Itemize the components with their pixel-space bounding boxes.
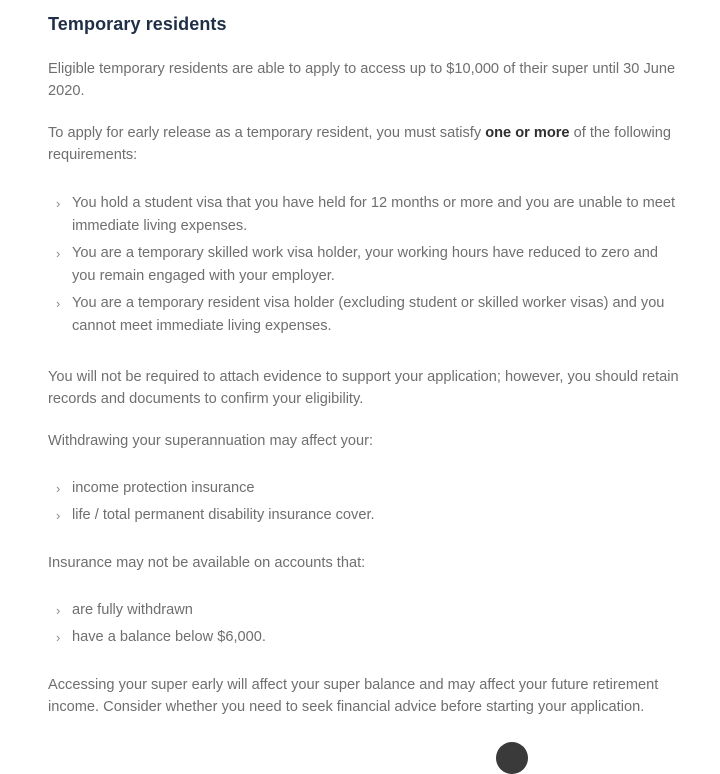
- evidence-paragraph: You will not be required to attach evidence to support your application; however, you should retain records and documents to confirm your eligibility.: [48, 369, 679, 407]
- list-item: [56, 192, 676, 238]
- list-item-text: You hold a student visa that you have held for 12 months or more and you are unable to meet immediate living expenses.: [72, 195, 676, 234]
- chevron-right-icon: ›: [56, 196, 61, 211]
- withdrawing-list: [56, 477, 676, 531]
- requirements-text-before: To apply for early release as a temporary resident, you must satisfy: [48, 125, 486, 141]
- closing-paragraph: Accessing your super early will affect your super balance and may affect your future retirement income. Consider whether you need to seek financial advice before starting your application.: [48, 677, 659, 715]
- insurance-intro: Insurance may not be available on accounts that:: [48, 555, 366, 571]
- list-item: [56, 599, 676, 622]
- list-item: [56, 292, 676, 338]
- list-item-text: have a balance below $6,000.: [72, 629, 266, 645]
- list-item: [56, 626, 676, 649]
- insurance-list: [56, 599, 676, 653]
- chevron-right-icon: ›: [56, 246, 61, 261]
- list-item-text: income protection insurance: [72, 480, 255, 496]
- list-item: [56, 242, 676, 288]
- chevron-right-icon: ›: [56, 296, 61, 311]
- chevron-right-icon: ›: [56, 508, 61, 523]
- list-item: [56, 477, 676, 500]
- chevron-right-icon: ›: [56, 481, 61, 496]
- list-item-text: You are a temporary skilled work visa holder, your working hours have reduced to zero and you remain engaged with your employer.: [72, 245, 658, 284]
- list-item-text: You are a temporary resident visa holder (excluding student or skilled worker visas) and you cannot meet immediate living expenses.: [72, 295, 665, 334]
- requirements-paragraph: [48, 122, 688, 166]
- requirements-text-after: of the following requirements:: [48, 125, 671, 163]
- intro-paragraph: Eligible temporary residents are able to apply to access up to $10,000 of their super until 30 June 2020.: [48, 61, 676, 99]
- chevron-right-icon: ›: [56, 603, 61, 618]
- section-heading: Temporary residents: [48, 14, 227, 34]
- chat-avatar-icon[interactable]: [496, 742, 528, 774]
- requirements-list: [56, 192, 676, 342]
- list-item: [56, 504, 676, 527]
- requirements-emphasis: one or more: [485, 125, 570, 141]
- withdrawing-intro: Withdrawing your superannuation may affect your:: [48, 433, 374, 449]
- chevron-right-icon: ›: [56, 630, 61, 645]
- list-item-text: are fully withdrawn: [72, 602, 193, 618]
- list-item-text: life / total permanent disability insurance cover.: [72, 507, 375, 523]
